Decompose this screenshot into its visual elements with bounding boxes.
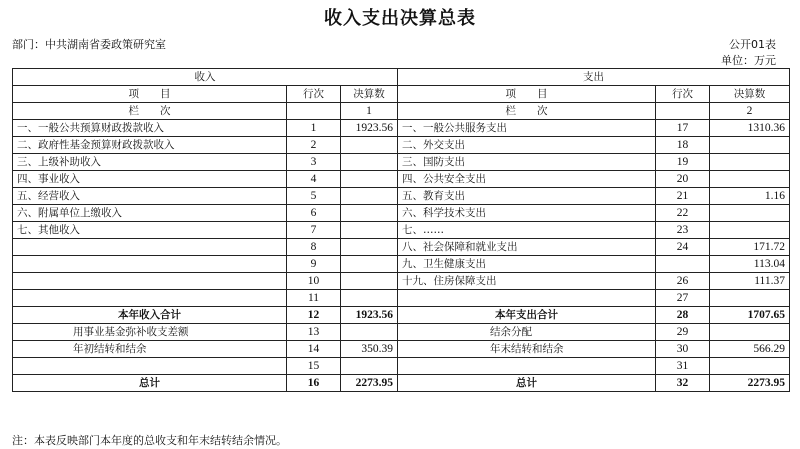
income-amount-cell <box>341 324 398 341</box>
expense-item-header: 项 目 <box>398 86 656 103</box>
expense-item-cell <box>398 290 656 307</box>
expense-line-cell: 32 <box>656 375 710 392</box>
expense-amount-header: 决算数 <box>710 86 790 103</box>
table-row <box>13 154 790 171</box>
income-column-blank <box>287 103 341 120</box>
income-amount-cell <box>341 205 398 222</box>
income-line-cell: 14 <box>287 341 341 358</box>
expense-amount-cell: 1.16 <box>710 188 790 205</box>
income-amount-cell: 2273.95 <box>341 375 398 392</box>
table-row <box>13 137 790 154</box>
income-item-cell: 年初结转和结余 <box>13 341 287 358</box>
table-row <box>13 171 790 188</box>
income-item-cell <box>13 256 287 273</box>
expense-item-cell: 三、国防支出 <box>398 154 656 171</box>
income-column-label: 栏 次 <box>13 103 287 120</box>
income-line-cell: 3 <box>287 154 341 171</box>
income-amount-cell <box>341 188 398 205</box>
income-item-cell <box>13 290 287 307</box>
income-line-cell: 5 <box>287 188 341 205</box>
expense-amount-cell <box>710 222 790 239</box>
expense-line-cell: 18 <box>656 137 710 154</box>
expense-line-cell: 29 <box>656 324 710 341</box>
income-line-cell: 13 <box>287 324 341 341</box>
income-amount-cell <box>341 256 398 273</box>
expense-item-cell: 七、…… <box>398 222 656 239</box>
table-row <box>13 358 790 375</box>
expense-item-cell: 五、教育支出 <box>398 188 656 205</box>
table-row <box>13 290 790 307</box>
income-amount-cell: 350.39 <box>341 341 398 358</box>
expense-amount-cell: 566.29 <box>710 341 790 358</box>
income-row-no-header: 行次 <box>287 86 341 103</box>
income-amount-cell <box>341 239 398 256</box>
income-amount-cell: 1923.56 <box>341 120 398 137</box>
table-row <box>13 375 790 392</box>
expense-column-label: 栏 次 <box>398 103 656 120</box>
expense-column-blank <box>656 103 710 120</box>
income-line-cell: 10 <box>287 273 341 290</box>
unit-label: 单位：万元 <box>721 54 776 67</box>
expense-amount-cell: 2273.95 <box>710 375 790 392</box>
section-header-row <box>13 69 790 86</box>
income-line-cell: 7 <box>287 222 341 239</box>
expense-line-cell: 20 <box>656 171 710 188</box>
expense-line-cell: 21 <box>656 188 710 205</box>
income-item-header: 项 目 <box>13 86 287 103</box>
income-item-cell: 五、经营收入 <box>13 188 287 205</box>
expense-item-cell: 年末结转和结余 <box>398 341 656 358</box>
income-item-cell <box>13 358 287 375</box>
table-row <box>13 324 790 341</box>
expense-item-cell: 八、社会保障和就业支出 <box>398 239 656 256</box>
income-amount-cell <box>341 154 398 171</box>
income-column-index: 1 <box>341 103 398 120</box>
expense-row-no-header: 行次 <box>656 86 710 103</box>
income-item-cell <box>13 239 287 256</box>
income-amount-header: 决算数 <box>341 86 398 103</box>
footnote: 注：本表反映部门本年度的总收支和年末结转结余情况。 <box>12 434 287 447</box>
income-line-cell: 12 <box>287 307 341 324</box>
expense-line-cell: 19 <box>656 154 710 171</box>
income-item-cell: 总计 <box>13 375 287 392</box>
expense-line-cell: 23 <box>656 222 710 239</box>
table-row <box>13 239 790 256</box>
income-item-cell: 七、其他收入 <box>13 222 287 239</box>
income-item-cell: 二、政府性基金预算财政拨款收入 <box>13 137 287 154</box>
income-item-cell <box>13 273 287 290</box>
budget-table <box>12 68 790 392</box>
expense-line-cell: 30 <box>656 341 710 358</box>
income-section-header: 收入 <box>13 69 398 86</box>
income-line-cell: 6 <box>287 205 341 222</box>
expense-line-cell: 22 <box>656 205 710 222</box>
expense-line-cell: 27 <box>656 290 710 307</box>
income-amount-cell <box>341 222 398 239</box>
expense-item-cell: 四、公共安全支出 <box>398 171 656 188</box>
page-title: 收入支出决算总表 <box>324 8 476 29</box>
expense-item-cell: 总计 <box>398 375 656 392</box>
table-row <box>13 120 790 137</box>
expense-item-cell: 二、外交支出 <box>398 137 656 154</box>
expense-amount-cell <box>710 137 790 154</box>
expense-amount-cell <box>710 358 790 375</box>
income-amount-cell <box>341 171 398 188</box>
expense-item-cell <box>398 358 656 375</box>
table-row <box>13 256 790 273</box>
expense-item-cell: 结余分配 <box>398 324 656 341</box>
table-row <box>13 273 790 290</box>
income-item-cell: 本年收入合计 <box>13 307 287 324</box>
income-line-cell: 16 <box>287 375 341 392</box>
expense-amount-cell <box>710 290 790 307</box>
table-row <box>13 222 790 239</box>
income-line-cell: 9 <box>287 256 341 273</box>
income-line-cell: 8 <box>287 239 341 256</box>
column-index-row <box>13 103 790 120</box>
expense-amount-cell: 111.37 <box>710 273 790 290</box>
expense-line-cell: 28 <box>656 307 710 324</box>
form-number: 公开01表 <box>729 38 776 51</box>
expense-line-cell: 26 <box>656 273 710 290</box>
income-amount-cell <box>341 273 398 290</box>
table-row <box>13 341 790 358</box>
expense-item-cell: 本年支出合计 <box>398 307 656 324</box>
expense-amount-cell <box>710 171 790 188</box>
expense-amount-cell <box>710 205 790 222</box>
income-line-cell: 1 <box>287 120 341 137</box>
expense-line-cell: 17 <box>656 120 710 137</box>
income-amount-cell: 1923.56 <box>341 307 398 324</box>
income-line-cell: 11 <box>287 290 341 307</box>
department-label: 部门：中共湖南省委政策研究室 <box>12 38 166 51</box>
expense-item-cell: 十九、住房保障支出 <box>398 273 656 290</box>
income-item-cell: 三、上级补助收入 <box>13 154 287 171</box>
income-amount-cell <box>341 290 398 307</box>
income-item-cell: 六、附属单位上缴收入 <box>13 205 287 222</box>
income-amount-cell <box>341 358 398 375</box>
income-item-cell: 用事业基金弥补收支差额 <box>13 324 287 341</box>
income-item-cell: 四、事业收入 <box>13 171 287 188</box>
expense-amount-cell: 1707.65 <box>710 307 790 324</box>
table-row <box>13 307 790 324</box>
income-amount-cell <box>341 137 398 154</box>
income-item-cell: 一、一般公共预算财政拨款收入 <box>13 120 287 137</box>
expense-item-cell: 一、一般公共服务支出 <box>398 120 656 137</box>
expense-line-cell: 31 <box>656 358 710 375</box>
expense-line-cell: 24 <box>656 239 710 256</box>
income-line-cell: 2 <box>287 137 341 154</box>
expense-amount-cell <box>710 154 790 171</box>
expense-amount-cell <box>710 324 790 341</box>
expense-item-cell: 九、卫生健康支出 <box>398 256 656 273</box>
expense-amount-cell: 171.72 <box>710 239 790 256</box>
column-header-row <box>13 86 790 103</box>
table-row <box>13 205 790 222</box>
income-line-cell: 4 <box>287 171 341 188</box>
income-line-cell: 15 <box>287 358 341 375</box>
expense-item-cell: 六、科学技术支出 <box>398 205 656 222</box>
expense-amount-cell: 1310.36 <box>710 120 790 137</box>
expense-section-header: 支出 <box>398 69 790 86</box>
expense-line-cell <box>656 256 710 273</box>
expense-column-index: 2 <box>710 103 790 120</box>
expense-amount-cell: 113.04 <box>710 256 790 273</box>
table-row <box>13 188 790 205</box>
